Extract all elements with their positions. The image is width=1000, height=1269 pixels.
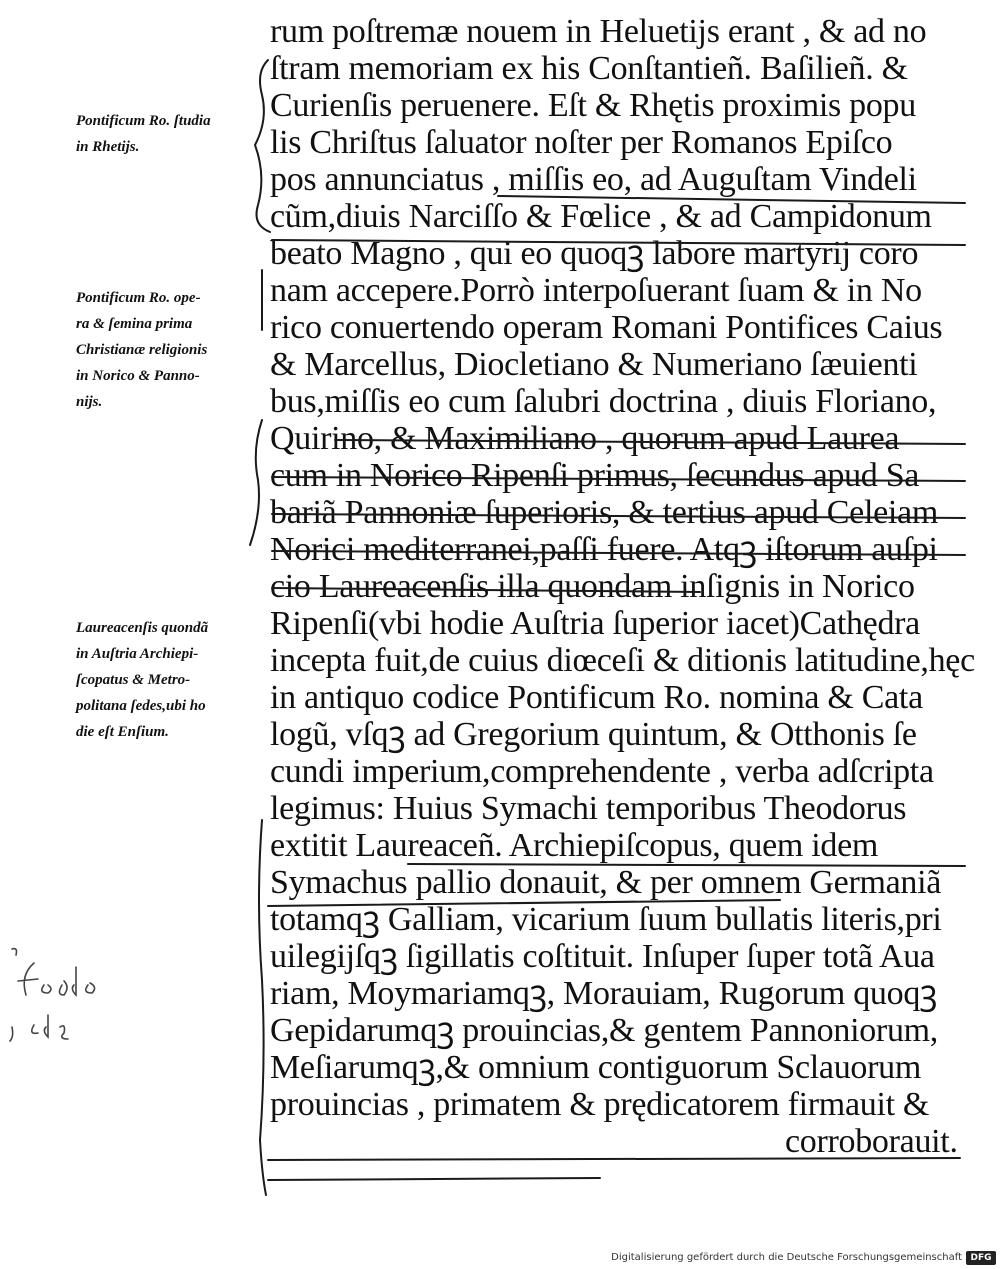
note-line: Pontificum Ro. ope- (76, 290, 201, 306)
margin-bracket (250, 420, 262, 545)
text-line: Norici mediterranei,paſſi fuere. Atqꝫ iſtorum auſpi (270, 531, 938, 568)
text-line: Curienſis peruenere. Eſt & Rhętis proximis popu (270, 87, 916, 124)
text-line: pos annunciatus , miſſis eo, ad Auguſtam Vindeli (270, 161, 917, 198)
text-line: & Marcellus, Diocletiano & Numeriano ſæuienti (270, 346, 918, 383)
text-line: in antiquo codice Pontificum Ro. nomina & Cata (270, 679, 923, 716)
text-line: cio Laureacenſis illa quondam inſignis in Norico (270, 568, 915, 605)
note-line: die eſt Enſium. (76, 724, 169, 740)
text-line: Symachus pallio donauit, & per omnem Germaniã (270, 864, 942, 901)
text-line: totamqꝫ Galliam, vicarium ſuum bullatis literis,pri (270, 901, 942, 938)
margin-note-lauriacum (76, 615, 276, 745)
text-line: incepta fuit,de cuius diœceſi & ditionis latitudine,hęc (270, 642, 975, 679)
text-line: beato Magno , qui eo quoqꝫ labore martyrij coro (270, 235, 919, 272)
text-line: riam, Moymariamqꝫ, Morauiam, Rugorum quoqꝫ (270, 975, 938, 1012)
text-line: rico conuertendo operam Romani Pontifices Caius (270, 309, 943, 346)
note-line: politana ſedes,ubi ho (76, 698, 206, 714)
text-line: cum in Norico Ripenſi primus, ſecundus apud Sa (270, 457, 920, 494)
text-line: ſtram memoriam ex his Conſtantieñ. Baſilieñ. & (270, 50, 908, 87)
digitization-credit: Digitalisierung gefördert durch die Deutsche Forschungsgemeinschaft (611, 1252, 962, 1263)
note-line: in Auſtria Archiepi- (76, 646, 199, 662)
text-line: bus,miſſis eo cum ſalubri doctrina , diuis Floriano, (270, 383, 937, 420)
note-line: ra & ſemina prima (76, 316, 193, 332)
note-line: Christianæ religionis (76, 342, 208, 358)
text-line: Meſiarumqꝫ,& omnium contiguorum Sclauorum (270, 1049, 921, 1086)
note-line: ſcopatus & Metro- (76, 672, 191, 688)
text-line: nam accepere.Porrò interpoſuerant ſuam & in No (270, 272, 922, 309)
text-line: lis Chriſtus ſaluator noſter per Romanos Epiſco (270, 124, 893, 161)
text-line: legimus: Huius Symachi temporibus Theodorus (270, 790, 907, 827)
text-line: rum poſtremæ nouem in Heluetijs erant , & ad no (270, 13, 927, 50)
text-line: cundi imperium,comprehendente , verba adſcripta (270, 753, 934, 790)
text-line-final: corroborauit. (785, 1123, 958, 1160)
margin-note-rhaetia (76, 108, 276, 160)
margin-bracket (259, 820, 266, 1195)
note-line: Laureacenſis quondã (76, 620, 209, 636)
text-line: extitit Laureaceñ. Archiepiſcopus, quem idem (270, 827, 879, 864)
note-line: Pontificum Ro. ſtudia (76, 113, 211, 129)
note-line: in Rhetijs. (76, 139, 140, 155)
handwritten-pencil-note (4, 945, 114, 1055)
text-line: cũm,diuis Narciſſo & Fœlice , & ad Campidonum (270, 198, 932, 235)
text-line: Quirino, & Maximiliano , quorum apud Laurea (270, 420, 900, 457)
dfg-logo: DFG (966, 1251, 996, 1265)
text-line: Gepidarumqꝫ prouincias,& gentem Pannoniorum, (270, 1012, 938, 1049)
note-line: nijs. (76, 394, 103, 410)
text-line: uilegijſqꝫ ſigillatis coſtituit. Inſuper ſuper totã Aua (270, 938, 935, 975)
margin-note-noricum (76, 285, 276, 415)
underline (268, 1178, 600, 1180)
text-line: bariã Pannoniæ ſuperioris, & tertius apud Celeiam (270, 494, 938, 531)
text-line: prouincias , primatem & prędicatorem firmauit & (270, 1086, 930, 1123)
note-line: in Norico & Panno- (76, 368, 200, 384)
text-line: Ripenſi(vbi hodie Auſtria ſuperior iacet)Cathędra (270, 605, 920, 642)
text-line: logũ, vſqꝫ ad Gregorium quintum, & Otthonis ſe (270, 716, 917, 753)
